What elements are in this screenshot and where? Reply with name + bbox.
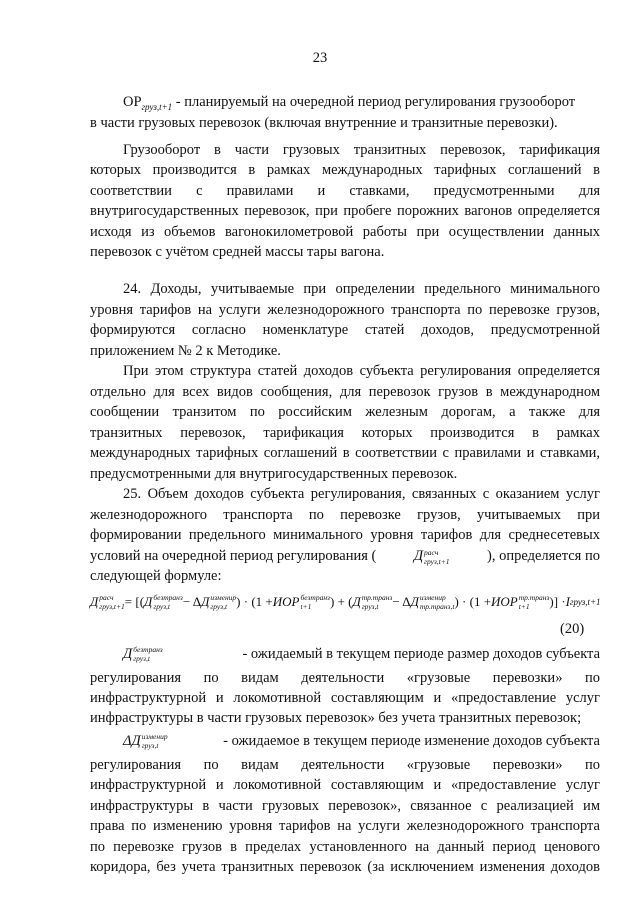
formula-term-ior2: ИОР тр.транз t+1 — [491, 593, 550, 611]
para-25-line5: следующей формуле: — [90, 568, 222, 584]
para-24b-line6: предусмотренными для внутригосударственных перевозок. — [90, 466, 458, 482]
para-25-line4-start: условий на очередной период регулирования ( — [90, 548, 377, 564]
def-izm-line6: по перевозке грузов в пределах установленного на данный период ценового — [90, 839, 600, 855]
line4-sup: расч — [424, 547, 439, 557]
formula-lhs: Д расч груз,t+1 — [90, 593, 125, 611]
para-25-line4 — [90, 546, 600, 566]
para-24b-line5: международных тарифных соглашений в соответствии с правилами и ставками, — [90, 445, 600, 461]
def-izm-line7: коридора, без учета транзитных перевозок (за исключением изменения доходов — [90, 859, 600, 875]
or-subscript: груз,t+1 — [141, 101, 173, 112]
def-or-line2: в части грузовых перевозок (включая внутренние и транзитные перевозки). — [90, 115, 558, 131]
def-bez-text: - ожидаемый в текущем периоде размер доходов субъекта — [242, 646, 600, 662]
para-24-line3: формируются согласно номенклатуре статей доходов, предусмотренной — [90, 322, 600, 338]
para-24-line4: приложением № 2 к Методике. — [90, 343, 281, 359]
def-izm-line4: инфраструктуры в части грузовых перевозок», связанное с реализацией им — [90, 798, 600, 814]
page-number: 23 — [312, 50, 328, 66]
def-izm-line3: инфраструктурной и локомотивной составляющим и «предоставление услуг — [90, 777, 600, 793]
para-25-line4-end: ), определяется по — [487, 548, 600, 564]
formula-20 — [90, 588, 600, 616]
formula-close: )] · — [549, 594, 566, 609]
para-transit-line3: соответствии с правилами и ставками, предусмотренными для — [90, 183, 600, 199]
def-izm-line5: права по изменению уровня тарифов на услуги железнодорожного транспорта — [90, 818, 600, 834]
para-24b-line4: транзитных перевозок, тарификация которых производится в рамках — [90, 425, 600, 441]
para-transit-line5: исходя из объемов вагонокилометровой работы при осуществлении данных — [90, 224, 600, 240]
def-izm-line2: регулирования по видам деятельности «грузовые перевозки» по — [90, 757, 600, 773]
para-24-line2: уровня тарифов на услуги железнодорожного транспорта по перевозке грузов, — [90, 302, 600, 318]
para-25-line1: 25. Объем доходов субъекта регулирования, связанных с оказанием услуг — [123, 486, 600, 502]
para-25-line3: формировании предельного минимального уровня тарифов для среднесетевых — [90, 527, 600, 543]
def-izm-symbol: ΔД изменир груз,t — [123, 732, 168, 750]
def-bez-line4: инфраструктуры в части грузовых перевозок» без учета транзитных перевозок; — [90, 710, 582, 726]
formula-mult1: ) · (1 + — [236, 594, 273, 609]
para-transit-line2: которых производится в рамках международных тарифных соглашений в — [90, 162, 600, 178]
para-24b-line2: отдельно для всех видов сообщения, для перевозок грузов в международном — [90, 384, 600, 400]
formula-term-izm2: Д изменир тр.транз,t — [410, 593, 455, 611]
formula-eq: = [( — [124, 594, 145, 609]
para-25-line2: железнодорожного транспорта по перевозке грузов, учитываемых при — [90, 507, 600, 523]
formula-number: (20) — [560, 621, 585, 637]
or-symbol: ОР — [123, 94, 142, 110]
para-transit-line1: Грузооборот в части грузовых транзитных перевозок, тарификация — [123, 142, 600, 158]
para-25-line4-symbol: Д расч груз,t+1 — [413, 547, 450, 566]
formula-mult2: ) · (1 + — [454, 594, 492, 609]
para-24-line1: 24. Доходы, учитываемые при определении предельного минимального — [123, 281, 600, 297]
formula-term-ior1: ИОР безтранз t+1 — [272, 593, 330, 611]
line4-sub: груз,t+1 — [424, 556, 450, 566]
para-24b-line3: сообщении транзитом по российским железным дорогам, а также для — [90, 404, 600, 420]
formula-minus1: − Δ — [182, 594, 202, 609]
formula-term-bez: Д безтранз груз,t — [144, 593, 183, 611]
def-bez-line3: инфраструктурной и локомотивной составляющим и «предоставление услуг — [90, 690, 600, 706]
or-definition-text: - планируемый на очередной период регулирования грузооборот — [172, 94, 576, 110]
def-izm-text: - ожидаемое в текущем периоде изменение доходов субъекта — [223, 733, 600, 749]
formula-term-trtranz: Д тр.транз груз,t — [352, 593, 393, 611]
def-bez-symbol: Д безтранз груз,t — [123, 645, 163, 663]
formula-minus2: − Δ — [392, 594, 411, 609]
def-bez-line1 — [123, 644, 600, 664]
formula-term-index: I груз,t+1 — [565, 594, 601, 609]
para-transit-line6: перевозок с учётом средней массы тары вагона. — [90, 244, 385, 260]
para-transit-line4: внутригосударственных перевозок, при пробеге порожних вагонов определяется — [90, 203, 600, 219]
def-bez-line2: регулирования по видам деятельности «грузовые перевозки» по — [90, 670, 600, 686]
formula-term-izm: Д изменир груз,t — [201, 593, 237, 611]
para-24b-line1: При этом структура статей доходов субъекта регулирования определяется — [123, 363, 600, 379]
def-izm-line1 — [123, 731, 600, 751]
formula-plus: ) + ( — [329, 594, 353, 609]
